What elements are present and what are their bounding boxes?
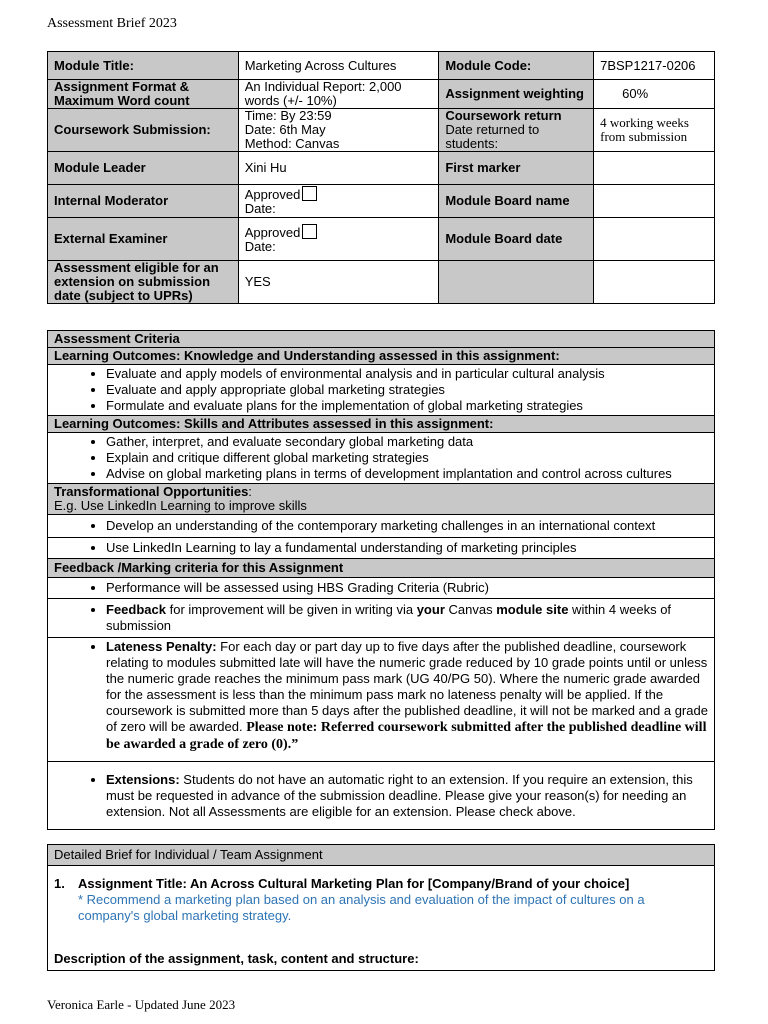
- list-item: • Performance will be assessed using HBS Grading Criteria (Rubric): [106, 580, 708, 596]
- module-board-date-value: [594, 218, 715, 261]
- feedback-row: [48, 599, 715, 638]
- submission-method: Method: Canvas: [244, 136, 340, 151]
- assignment-weighting-value: 60%: [594, 80, 715, 109]
- submission-date: Date: 6th May: [244, 122, 326, 137]
- feedback-label: Feedback: [106, 602, 166, 617]
- module-leader-value: Xini Hu: [238, 152, 439, 185]
- skills-outcomes-heading: Learning Outcomes: Skills and Attributes assessed in this assignment:: [48, 416, 715, 433]
- skills-outcomes-list: [48, 433, 715, 484]
- extensions-text: Students do not have an automatic right to an extension. If you require an extension, this must be requested in advance of the submission deadline. Please give your reason(s) for needing an extension. Not all Assessments are eligible for an extension. Please check above.: [106, 772, 693, 819]
- extensions-label: Extensions:: [106, 772, 180, 787]
- transformational-item-row: [48, 515, 715, 538]
- module-code-label: Module Code:: [439, 52, 594, 80]
- transformational-opportunities-cell: [48, 484, 715, 515]
- module-board-name-value: [594, 185, 715, 218]
- module-title-value: Marketing Across Cultures: [238, 52, 439, 80]
- list-item: • Use LinkedIn Learning to lay a fundamental understanding of marketing principles: [106, 540, 708, 556]
- feedback-marking-heading: Feedback /Marking criteria for this Assignment: [48, 559, 715, 578]
- first-marker-label: First marker: [439, 152, 594, 185]
- coursework-return-cell: [439, 109, 594, 152]
- assignment-title-item: [54, 876, 706, 924]
- approved-label: Approved: [244, 187, 301, 202]
- coursework-return-value: 4 working weeks from submission: [594, 109, 715, 152]
- transformational-item-row: [48, 538, 715, 559]
- module-title-label: Module Title:: [48, 52, 239, 80]
- knowledge-outcomes-list: [48, 365, 715, 416]
- assessment-criteria-heading: Assessment Criteria: [48, 331, 715, 348]
- module-leader-label: Module Leader: [48, 152, 239, 185]
- examiner-date-label: Date:: [244, 239, 276, 254]
- list-item: [106, 639, 708, 753]
- feedback-module-site: module site: [496, 602, 569, 617]
- list-item: • Develop an understanding of the contemporary marketing challenges in an international context: [106, 518, 708, 534]
- assignment-title: Assignment Title: An Across Cultural Marketing Plan for [Company/Brand of your choice]: [78, 876, 630, 891]
- list-number: 1.: [54, 876, 65, 891]
- list-item: • Advise on global marketing plans in terms of development implantation and control across cultures: [106, 466, 708, 482]
- extension-eligibility-value: YES: [238, 261, 439, 304]
- module-code-value: 7BSP1217-0206: [594, 52, 715, 80]
- module-board-date-label: Module Board date: [439, 218, 594, 261]
- page-footer: Veronica Earle - Updated June 2023: [47, 997, 236, 1012]
- list-item: • Gather, interpret, and evaluate secondary global marketing data: [106, 434, 708, 450]
- examiner-approved-checkbox[interactable]: [302, 224, 317, 239]
- submission-time: Time: By 23:59: [244, 108, 332, 123]
- feedback-your: your: [416, 602, 445, 617]
- assignment-format-value: An Individual Report: 2,000 words (+/- 10%): [238, 80, 439, 109]
- assignment-recommendation: * Recommend a marketing plan based on an analysis and evaluation of the impact of cultures on a company's global marketing strategy.: [78, 892, 645, 923]
- empty-cell: [594, 261, 715, 304]
- detailed-brief-body: [48, 866, 715, 971]
- coursework-return-label: Coursework return: [445, 108, 562, 123]
- lateness-penalty-text: For each day or part day up to five days after the published deadline, coursework relating to modules submitted late will have the numeric grade reduced by 10 grade points until or unless the numeric grade reaches the minimum pass mark (UG 40/PG 50). Where the numeric grade awarded for the assessment is less than the minimum pass mark no lateness penalty will be applied. If the coursework is submitted more than 5 days after the published deadline, it will not be marked and a grade of zero will be awarded.: [106, 639, 708, 734]
- lateness-penalty-label: Lateness Penalty:: [106, 639, 217, 654]
- moderator-date-label: Date:: [244, 201, 276, 216]
- approved-label: Approved: [244, 225, 301, 240]
- detailed-brief-heading-text: Detailed Brief for Individual / Team Assignment: [54, 847, 323, 862]
- module-info-table: [47, 51, 715, 304]
- coursework-submission-value: [238, 109, 439, 152]
- feedback-text: Canvas: [444, 602, 497, 617]
- assessment-criteria-table: [47, 330, 715, 830]
- list-item: [106, 602, 708, 634]
- module-board-name-label: Module Board name: [439, 185, 594, 218]
- list-item: • Evaluate and apply models of environmental analysis and in particular cultural analysis: [106, 366, 708, 382]
- page-header: Assessment Brief 2023: [47, 16, 177, 31]
- empty-gray-cell: [439, 261, 594, 304]
- knowledge-outcomes-heading: Learning Outcomes: Knowledge and Understanding assessed in this assignment:: [48, 348, 715, 365]
- internal-moderator-approval: [238, 185, 439, 218]
- feedback-text: within 4 weeks of submission: [106, 602, 672, 633]
- assignment-description-label: Description of the assignment, task, content and structure:: [54, 951, 419, 966]
- detailed-brief-heading: [48, 845, 715, 866]
- transformational-colon: :: [248, 484, 252, 499]
- assignment-format-label: Assignment Format & Maximum Word count: [48, 80, 239, 109]
- detailed-brief-table: [47, 844, 715, 971]
- coursework-return-sublabel: Date returned to students:: [445, 122, 540, 151]
- internal-moderator-label: Internal Moderator: [48, 185, 239, 218]
- transformational-example: E.g. Use LinkedIn Learning to improve skills: [54, 498, 307, 513]
- list-item: • Formulate and evaluate plans for the implementation of global marketing strategies: [106, 398, 708, 414]
- first-marker-value: [594, 152, 715, 185]
- list-item: [106, 772, 708, 820]
- performance-row: [48, 578, 715, 599]
- transformational-heading: Transformational Opportunities: [54, 484, 249, 499]
- list-item: • Evaluate and apply appropriate global marketing strategies: [106, 382, 708, 398]
- lateness-penalty-row: [48, 638, 715, 762]
- external-examiner-approval: [238, 218, 439, 261]
- list-item: • Explain and critique different global marketing strategies: [106, 450, 708, 466]
- assignment-weighting-label: Assignment weighting: [439, 80, 594, 109]
- moderator-approved-checkbox[interactable]: [302, 186, 317, 201]
- lateness-penalty-note: Please note: Referred coursework submitted after the published deadline will be awarded a grade of zero (0).”: [106, 720, 707, 752]
- coursework-submission-label: Coursework Submission:: [48, 109, 239, 152]
- external-examiner-label: External Examiner: [48, 218, 239, 261]
- extension-eligibility-label: Assessment eligible for an extension on submission date (subject to UPRs): [48, 261, 239, 304]
- feedback-text: for improvement will be given in writing via: [165, 602, 417, 617]
- extensions-row: [48, 762, 715, 830]
